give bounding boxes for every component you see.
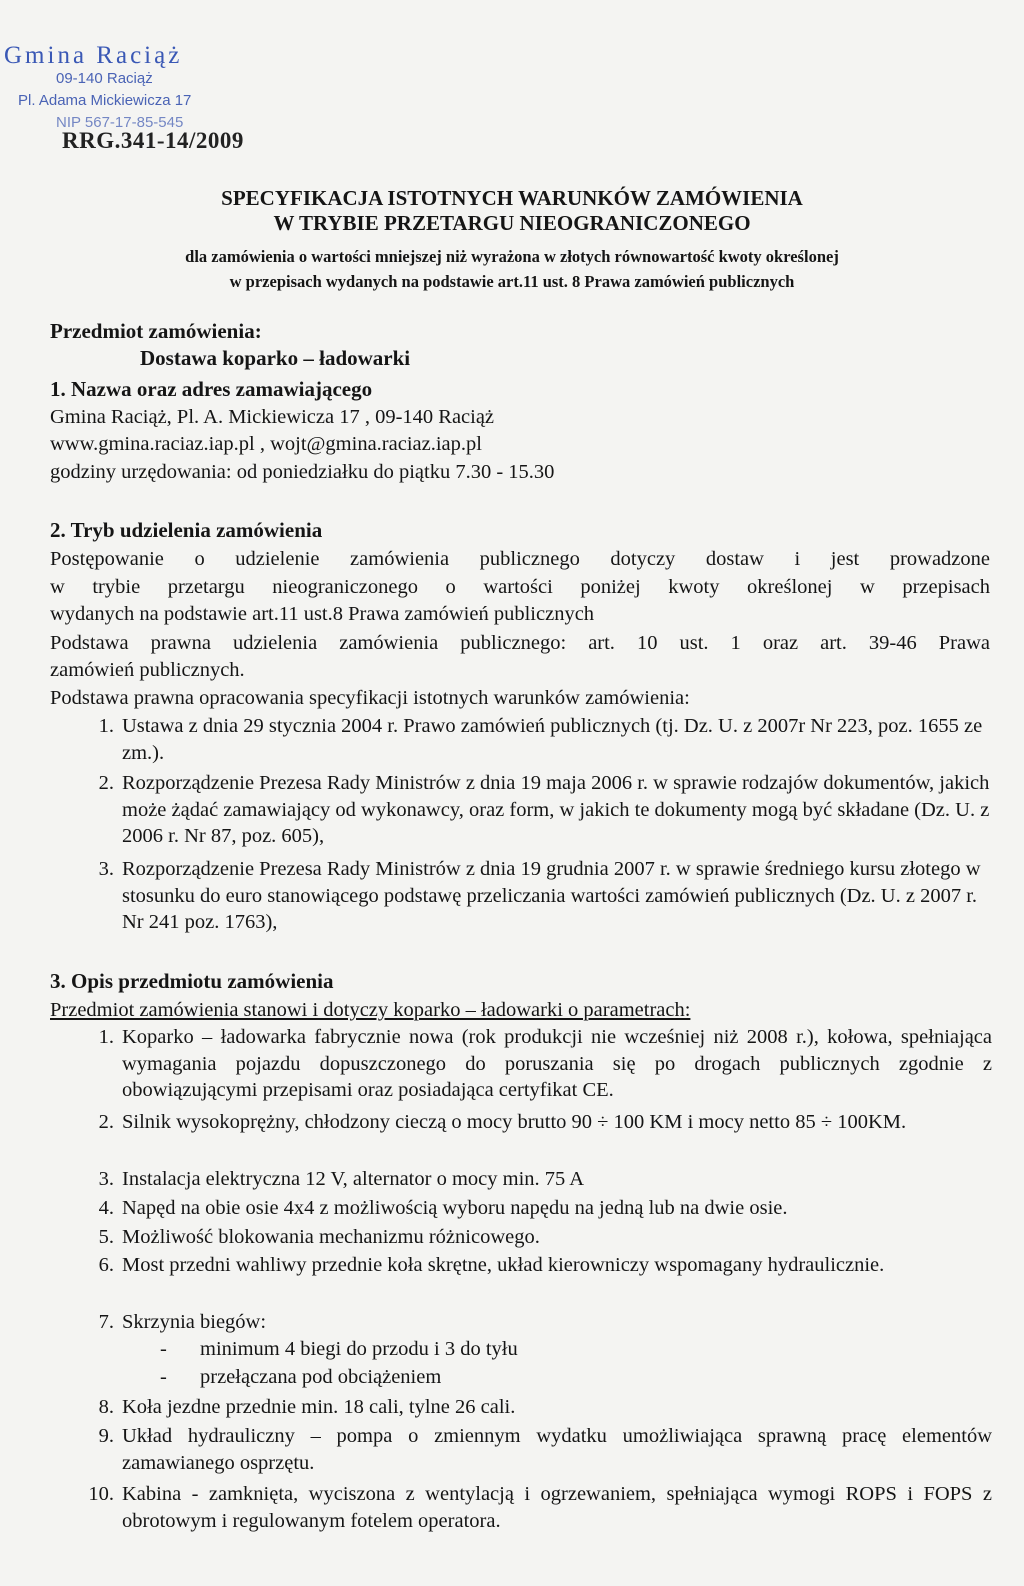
- item-text: Rozporządzenie Prezesa Rady Ministrów z dnia 19 grudnia 2007 r. w sprawie średniego kursu złotego w stosunku do euro stanowiącego podstawę przeliczania wartości zamówień publicznych (Dz. U. z 2007 r. Nr 241 poz. 1763),: [122, 858, 981, 933]
- item-number: 1.: [98, 1026, 114, 1048]
- section1-web: www.gmina.raciaz.iap.pl , wojt@gmina.raciaz.iap.pl: [50, 433, 482, 455]
- item-number: 5.: [98, 1226, 114, 1248]
- item-number: 2.: [98, 1111, 114, 1133]
- item-text: Ustawa z dnia 29 stycznia 2004 r. Prawo zamówień publicznych (tj. Dz. U. z 2007r Nr 223, poz. 1655 ze zm.).: [122, 715, 983, 764]
- item-text: Koła jezdne przednie min. 18 cali, tylne 26 cali.: [122, 1396, 516, 1418]
- item-text: Silnik wysokoprężny, chłodzony cieczą o mocy brutto 90 ÷ 100 KM i mocy netto 85 ÷ 100KM.: [122, 1111, 907, 1133]
- item-number: 7.: [98, 1311, 114, 1333]
- bullet-text: minimum 4 biegi do przodu i 3 do tyłu: [200, 1338, 518, 1360]
- item-text: Napęd na obie osie 4x4 z możliwością wyboru napędu na jedną lub na dwie osie.: [122, 1197, 788, 1219]
- stamp-name: Gmina Raciąż: [4, 42, 183, 69]
- item-number: 3.: [98, 858, 114, 880]
- item-number: 3.: [98, 1168, 114, 1190]
- item-number: 1.: [98, 715, 114, 737]
- item-number: 8.: [98, 1396, 114, 1418]
- legal-basis-item: [82, 770, 992, 852]
- bullet-dash: -: [160, 1338, 167, 1360]
- item-number: 4.: [98, 1197, 114, 1219]
- item-text: Instalacja elektryczna 12 V, alternator o mocy min. 75 A: [122, 1168, 585, 1190]
- subject-label: Przedmiot zamówienia:: [50, 319, 262, 343]
- section2-p2-line2: zamówień publicznych.: [50, 659, 245, 681]
- item-text: Układ hydrauliczny – pompa o zmiennym wydatku umożliwiająca sprawną pracę elementów zamawianego osprzętu.: [122, 1425, 992, 1474]
- section2-p1-line1: Postępowanie o udzielenie zamówienia publicznego dotyczy dostaw i jest prowadzone: [50, 548, 990, 570]
- section1-hours: godziny urzędowania: od poniedziałku do piątku 7.30 - 15.30: [50, 461, 555, 483]
- doc-title-line4: w przepisach wydanych na podstawie art.11 ust. 8 Prawa zamówień publicznych: [229, 272, 795, 291]
- stamp-nip: NIP 567-17-85-545: [56, 114, 184, 131]
- item-number: 10.: [88, 1483, 114, 1505]
- stamp-address: Pl. Adama Mickiewicza 17: [18, 92, 192, 109]
- section2-p1-line2: w trybie przetargu nieograniczonego o wartości poniżej kwoty określonej w przepisach: [50, 576, 990, 598]
- item-text: Kabina - zamknięta, wyciszona z wentylacją i ogrzewaniem, spełniająca wymogi ROPS i FOPS z obrotowym i regulowanym fotelem operatora.: [122, 1483, 992, 1532]
- item-text: Rozporządzenie Prezesa Rady Ministrów z dnia 19 maja 2006 r. w sprawie rodzajów dokumentów, jakich może żądać zamawiający od wykonawcy, oraz form, w jakich te dokumenty mogą być składane (Dz. U. z 2006 r. Nr 87, poz. 605),: [122, 772, 990, 847]
- section2-heading: 2. Tryb udzielenia zamówienia: [50, 518, 323, 542]
- item-text: Koparko – ładowarka fabrycznie nowa (rok produkcji nie wcześniej niż 2008 r.), kołowa, spełniająca wymagania pojazdu dopuszczonego do poruszania się po drogach publicznych zgodnie z obowiązującymi przepisami oraz posiadająca certyfikat CE.: [122, 1026, 992, 1101]
- item-number: 6.: [98, 1254, 114, 1276]
- section3-heading: 3. Opis przedmiotu zamówienia: [50, 969, 334, 993]
- section1-heading: 1. Nazwa oraz adres zamawiającego: [50, 377, 373, 401]
- subject-value: Dostawa koparko – ładowarki: [140, 346, 411, 370]
- item-text: Most przedni wahliwy przednie koła skrętne, układ kierowniczy wspomagany hydraulicznie.: [122, 1254, 885, 1276]
- bullet-dash: -: [160, 1366, 167, 1388]
- section3-intro: Przedmiot zamówienia stanowi i dotyczy koparko – ładowarki o parametrach:: [50, 999, 691, 1021]
- doc-title-line1: SPECYFIKACJA ISTOTNYCH WARUNKÓW ZAMÓWIENIA: [221, 186, 803, 210]
- reference-number: RRG.341-14/2009: [62, 128, 244, 153]
- item-number: 9.: [98, 1425, 114, 1447]
- legal-basis-item: [82, 713, 992, 767]
- item-text: Skrzynia biegów:: [122, 1311, 267, 1333]
- doc-title-line3: dla zamówienia o wartości mniejszej niż wyrażona w złotych równowartość kwoty określonej: [185, 247, 839, 266]
- item-text: Możliwość blokowania mechanizmu różnicowego.: [122, 1226, 540, 1248]
- doc-title-line2: W TRYBIE PRZETARGU NIEOGRANICZONEGO: [273, 211, 751, 235]
- section2-p1-line3: wydanych na podstawie art.11 ust.8 Prawa zamówień publicznych: [50, 603, 595, 625]
- item-number: 2.: [98, 772, 114, 794]
- section2-p2-line1: Podstawa prawna udzielenia zamówienia publicznego: art. 10 ust. 1 oraz art. 39-46 Prawa: [50, 632, 990, 654]
- section2-p3: Podstawa prawna opracowania specyfikacji istotnych warunków zamówienia:: [50, 687, 690, 709]
- stamp-postcode: 09-140 Raciąż: [56, 70, 153, 87]
- section1-address: Gmina Raciąż, Pl. A. Mickiewicza 17 , 09-140 Raciąż: [50, 406, 495, 428]
- bullet-text: przełączana pod obciążeniem: [200, 1366, 442, 1388]
- legal-basis-item: [82, 856, 992, 938]
